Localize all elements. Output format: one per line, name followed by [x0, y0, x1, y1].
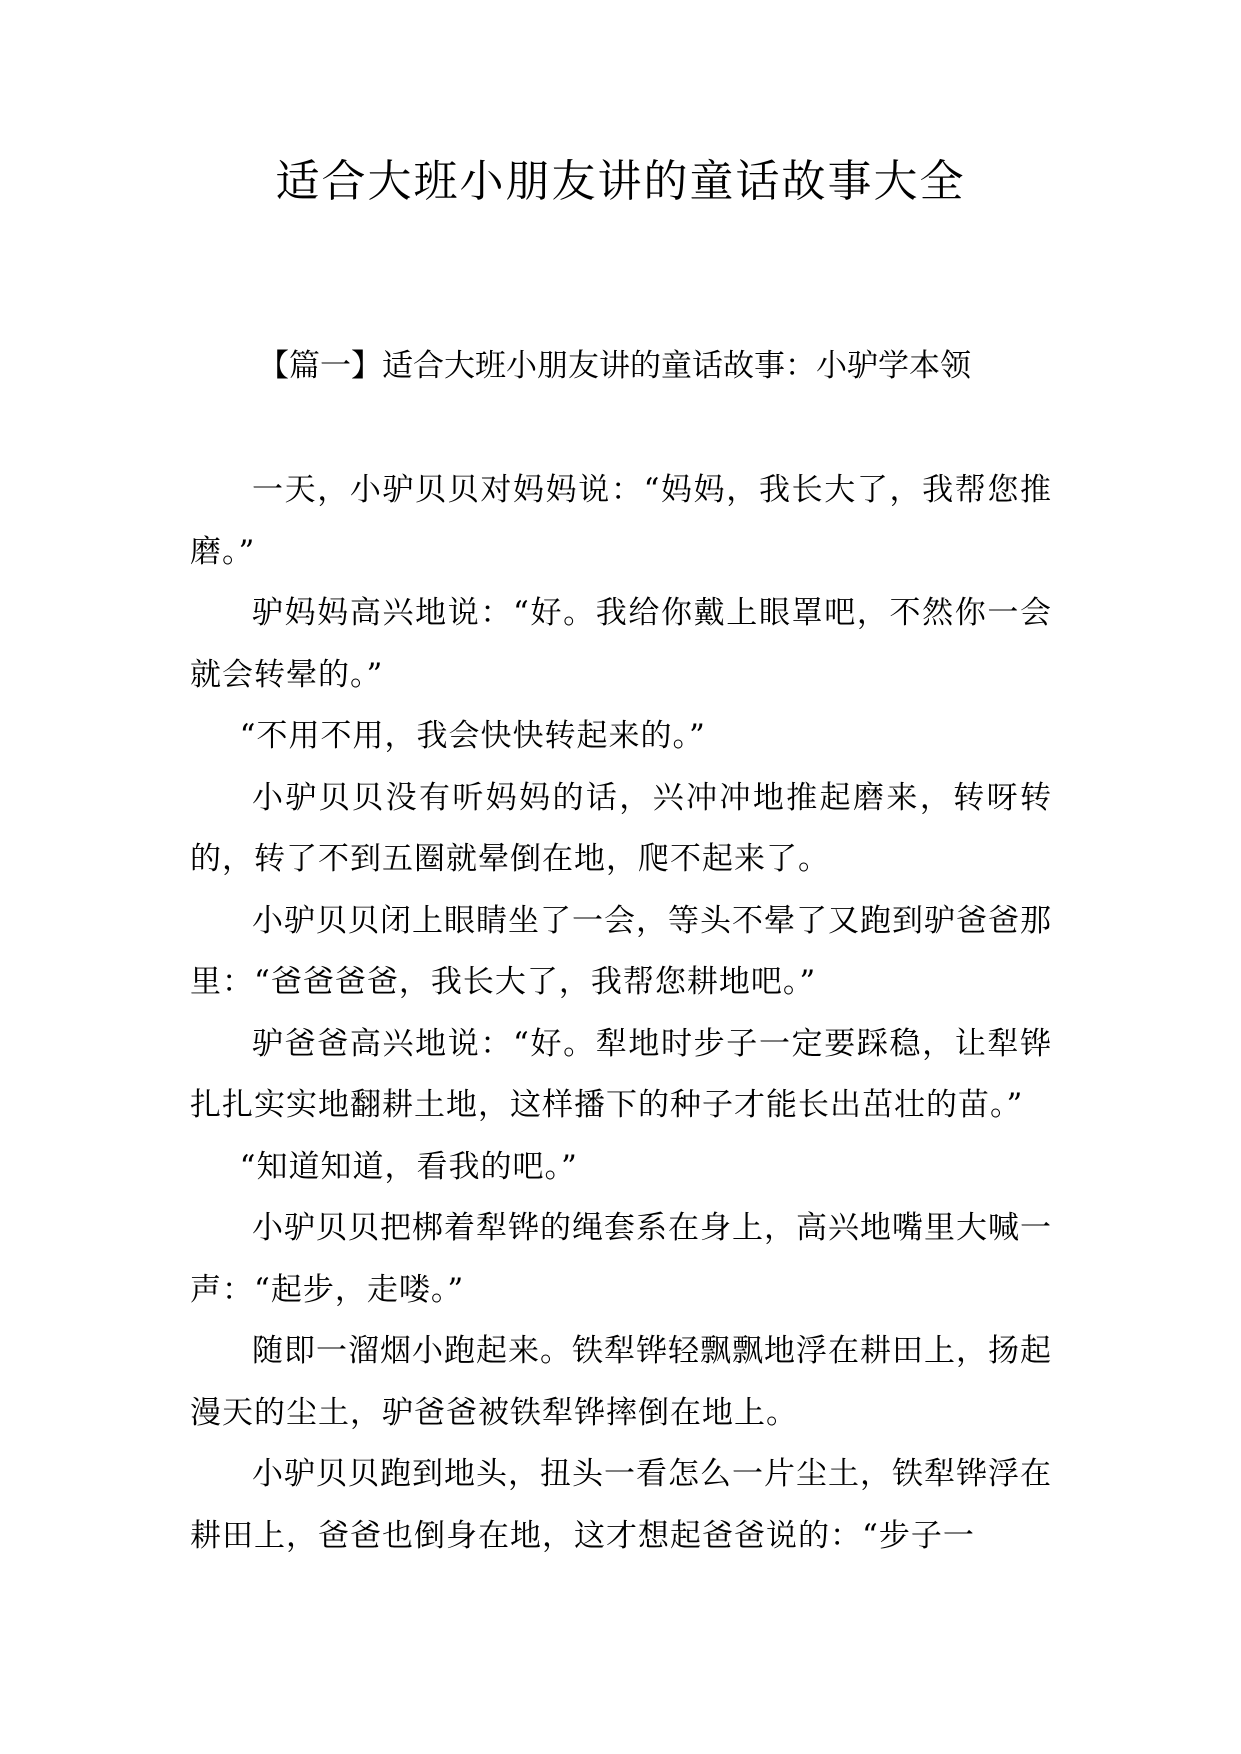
paragraph: 驴妈妈高兴地说：“好。我给你戴上眼罩吧，不然你一会就会转晕的。” [190, 595, 1052, 693]
paragraph: 一天，小驴贝贝对妈妈说：“妈妈，我长大了，我帮您推磨。” [190, 472, 1052, 570]
paragraph: “知道知道，看我的吧。” [239, 1148, 578, 1185]
section-heading: 【篇一】适合大班小朋友讲的童话故事：小驴学本领 [258, 348, 971, 384]
paragraph: 小驴贝贝闭上眼睛坐了一会，等头不晕了又跑到驴爸爸那里：“爸爸爸爸，我长大了，我帮您耕地吧。” [190, 902, 1052, 1000]
paragraph: 小驴贝贝把梆着犁铧的绳套系在身上，高兴地嘴里大喊一声：“起步，走喽。” [190, 1210, 1052, 1308]
paragraph: 随即一溜烟小跑起来。铁犁铧轻飘飘地浮在耕田上，扬起漫天的尘土，驴爸爸被铁犁铧摔倒在地上。 [190, 1333, 1052, 1431]
document-title: 适合大班小朋友讲的童话故事大全 [275, 156, 966, 207]
paragraph: 小驴贝贝没有听妈妈的话，兴冲冲地推起磨来，转呀转的，转了不到五圈就晕倒在地，爬不起来了。 [190, 779, 1052, 877]
paragraph: 驴爸爸高兴地说：“好。犁地时步子一定要踩稳，让犁铧扎扎实实地翻耕土地，这样播下的种子才能长出茁壮的苗。” [190, 1025, 1052, 1123]
paragraph: “不用不用，我会快快转起来的。” [239, 718, 706, 754]
paragraph: 小驴贝贝跑到地头，扭头一看怎么一片尘土，铁犁铧浮在耕田上，爸爸也倒身在地，这才想起爸爸说的：“步子一 [190, 1456, 1052, 1554]
story-body [190, 460, 1052, 1567]
